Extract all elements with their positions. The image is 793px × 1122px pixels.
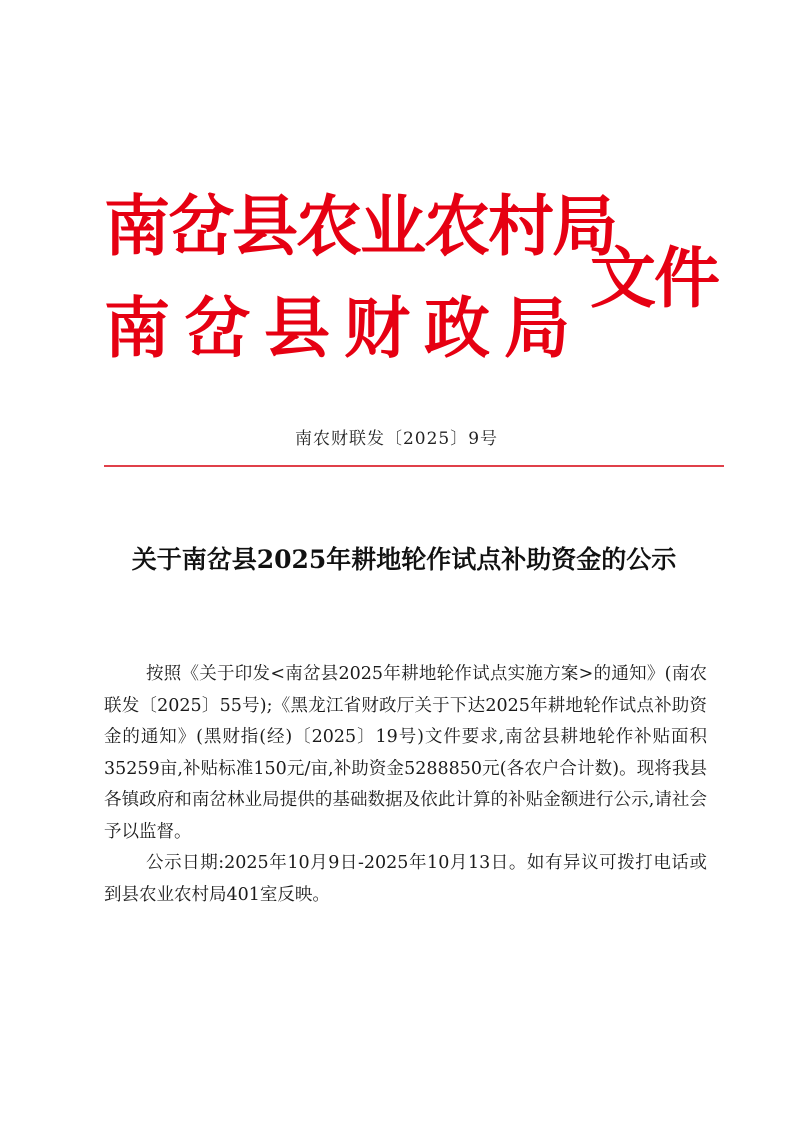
issuer-finance-bureau: 南岔县财政局 [104, 289, 584, 367]
document-type-label: 文件 [590, 239, 718, 317]
document-body [104, 659, 707, 911]
body-paragraph: 按照《关于印发<南岔县2025年耕地轮作试点实施方案>的通知》(南农联发〔2025〕55号);《黑龙江省财政厅关于下达2025年耕地轮作试点补助资金的通知》(黑财指(经)〔2025〕19号)文件要求,南岔县耕地轮作补贴面积35259亩,补贴标准150元/亩,补助资金5288850元(各农户合计数)。现将我县各镇政府和南岔林业局提供的基础数据及依此计算的补贴金额进行公示,请社会予以监督。 [104, 664, 707, 842]
document-title: 关于南岔县2025年耕地轮作试点补助资金的公示 [131, 545, 677, 574]
document-header [104, 180, 744, 370]
document-number: 南农财联发〔2025〕9号 [294, 429, 499, 449]
issuer-agriculture-bureau: 南岔县农业农村局 [104, 187, 616, 265]
body-paragraph: 公示日期:2025年10月9日-2025年10月13日。如有异议可拨打电话或到县农业农村局401室反映。 [104, 853, 707, 905]
red-divider-line [104, 465, 724, 467]
